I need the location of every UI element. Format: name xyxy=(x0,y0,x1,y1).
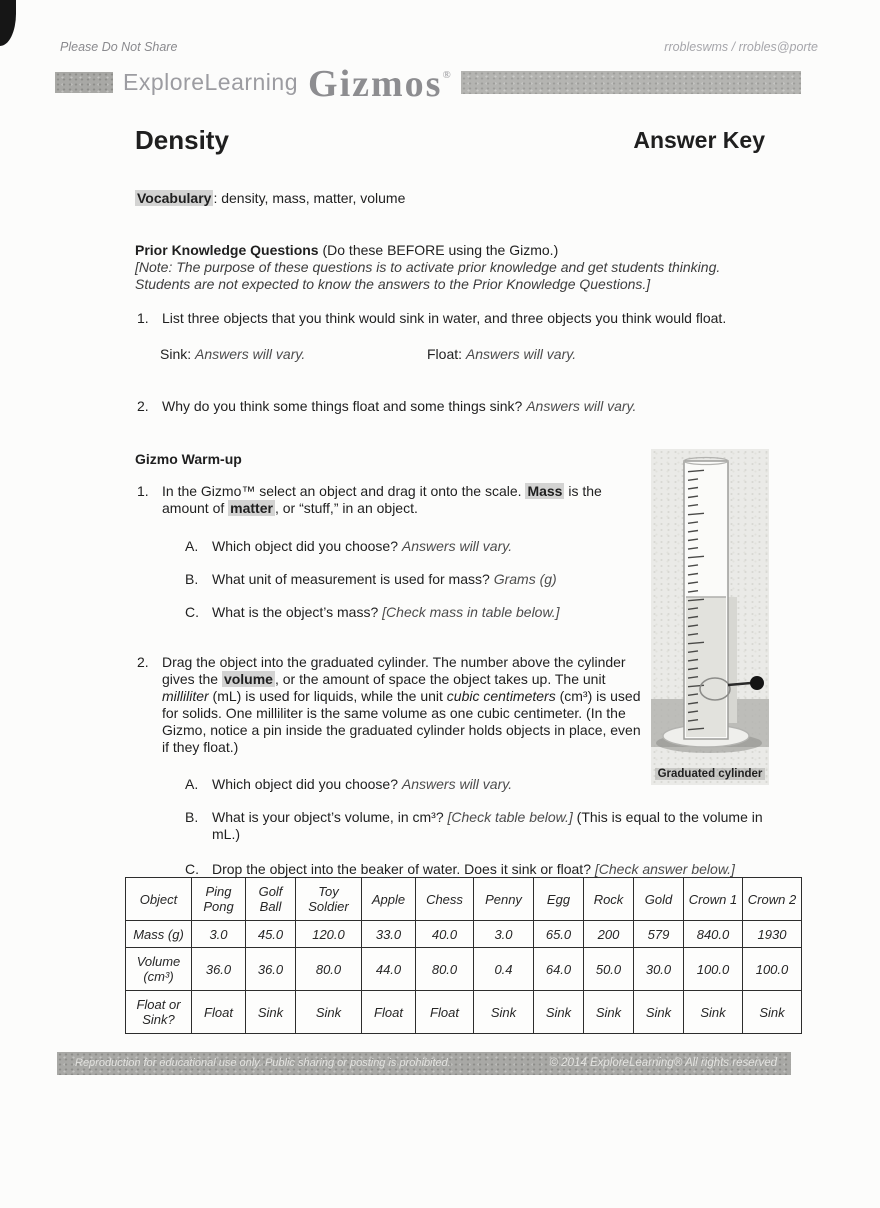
question-number: 2. xyxy=(137,398,149,414)
table-cell: 840.0 xyxy=(684,921,743,948)
title-row xyxy=(135,126,765,154)
table-cell: 0.4 xyxy=(474,948,534,991)
warmup-q2-c: C. Drop the object into the beaker of water. Does it sink or float? [Check answer below.] xyxy=(185,861,735,877)
registered-mark: ® xyxy=(442,69,451,81)
question-text: In the Gizmo™ select an object and drag it onto the scale. Mass is the amount of matter , or “stuff,” in an object. xyxy=(162,483,602,516)
table-cell: Sink xyxy=(474,991,534,1034)
warmup-q1-c: C. What is the object’s mass? [Check mass in table below.] xyxy=(185,604,560,620)
table-header-cell: Egg xyxy=(534,878,584,921)
table-header-cell: Rock xyxy=(584,878,634,921)
table-cell: 1930 xyxy=(743,921,802,948)
volume-term: volume xyxy=(223,671,273,687)
footer-left-text: Reproduction for educational use only. Public sharing or posting is prohibited. xyxy=(75,1057,451,1069)
prior-note-line1: [Note: The purpose of these questions is to activate prior knowledge and get students thinking. xyxy=(135,259,721,275)
gizmos-logo: Gizmos® xyxy=(308,63,451,105)
table-cell: 33.0 xyxy=(362,921,416,948)
table-row-label: Float or Sink? xyxy=(126,991,192,1034)
question-number: 1. xyxy=(137,483,149,499)
table-cell: 3.0 xyxy=(192,921,246,948)
table-cell: Sink xyxy=(534,991,584,1034)
table-cell: Float xyxy=(192,991,246,1034)
page-title: Density xyxy=(135,125,229,155)
warmup-q2-a: A. Which object did you choose? Answers will vary. xyxy=(185,776,513,792)
table-cell: 64.0 xyxy=(534,948,584,991)
table-row xyxy=(126,948,802,991)
results-table-wrap xyxy=(125,877,802,1034)
warmup-q2-b: B. What is your object’s volume, in cm³? [Check table below.] (This is equal to the volume in mL.) xyxy=(185,809,763,842)
table-header-cell: Golf Ball xyxy=(246,878,296,921)
table-row-label: Volume (cm³) xyxy=(126,948,192,991)
table-cell: 36.0 xyxy=(192,948,246,991)
question-text: List three objects that you think would sink in water, and three objects you think would float. xyxy=(162,310,727,326)
prior-heading: Prior Knowledge Questions (Do these BEFORE using the Gizmo.) xyxy=(135,242,559,258)
scan-corner-artifact xyxy=(0,0,16,46)
table-header-cell: Penny xyxy=(474,878,534,921)
table-cell: 30.0 xyxy=(634,948,684,991)
table-cell: 40.0 xyxy=(416,921,474,948)
footer-bar xyxy=(57,1052,791,1075)
sink-answer: Sink: Answers will vary. xyxy=(160,346,306,362)
table-header-cell: Toy Soldier xyxy=(296,878,362,921)
table-cell: 100.0 xyxy=(743,948,802,991)
table-cell: 3.0 xyxy=(474,921,534,948)
table-cell: Sink xyxy=(743,991,802,1034)
warmup-question-1 xyxy=(137,483,632,517)
answer-key-label: Answer Key xyxy=(633,127,765,153)
warmup-q1-b: B. What unit of measurement is used for mass? Grams (g) xyxy=(185,571,557,587)
scan-smudge-block xyxy=(55,72,113,93)
table-cell: 100.0 xyxy=(684,948,743,991)
table-cell: 579 xyxy=(634,921,684,948)
question-text: Why do you think some things float and some things sink? Answers will vary. xyxy=(162,398,637,414)
prior-knowledge-section-head xyxy=(135,242,815,293)
table-header-cell: Crown 2 xyxy=(743,878,802,921)
table-row xyxy=(126,991,802,1034)
pin-knob xyxy=(750,676,764,690)
logo-row xyxy=(55,63,801,105)
table-cell: Sink xyxy=(684,991,743,1034)
question-number: 1. xyxy=(137,310,149,326)
table-header-cell: Apple xyxy=(362,878,416,921)
graduated-cylinder-figure xyxy=(651,449,769,785)
table-header-cell: Crown 1 xyxy=(684,878,743,921)
table-cell: 80.0 xyxy=(296,948,362,991)
scan-bar-artifact xyxy=(461,71,801,94)
table-cell: 45.0 xyxy=(246,921,296,948)
vocabulary-line xyxy=(135,190,815,207)
table-cell: Sink xyxy=(246,991,296,1034)
vocabulary-terms: : density, mass, matter, volume xyxy=(213,190,406,206)
table-row-label: Mass (g) xyxy=(126,921,192,948)
mass-term: Mass xyxy=(527,483,563,499)
table-row xyxy=(126,921,802,948)
table-cell: 65.0 xyxy=(534,921,584,948)
prior-note-line2: Students are not expected to know the answers to the Prior Knowledge Questions.] xyxy=(135,276,651,292)
table-cell: 80.0 xyxy=(416,948,474,991)
prior-q1-answers xyxy=(160,346,576,363)
table-cell: 36.0 xyxy=(246,948,296,991)
table-cell: Sink xyxy=(634,991,684,1034)
prior-question-1 xyxy=(137,310,817,327)
table-header-cell: Chess xyxy=(416,878,474,921)
table-cell: 200 xyxy=(584,921,634,948)
matter-term: matter xyxy=(230,500,273,516)
table-cell: 44.0 xyxy=(362,948,416,991)
account-info: rrobleswms / rrobles@porte xyxy=(664,40,818,54)
table-cell: Sink xyxy=(584,991,634,1034)
prior-question-2 xyxy=(137,398,817,415)
explorelearning-logo: ExploreLearning xyxy=(123,69,299,95)
table-cell: 50.0 xyxy=(584,948,634,991)
figure-caption: Graduated cylinder xyxy=(651,765,769,785)
table-header-cell: Object xyxy=(126,878,192,921)
document-topbar xyxy=(60,39,818,56)
question-number: 2. xyxy=(137,654,149,670)
table-header-row xyxy=(126,878,802,921)
vocabulary-label: Vocabulary xyxy=(137,190,212,206)
do-not-share-note: Please Do Not Share xyxy=(60,40,178,54)
warmup-q1-a: A. Which object did you choose? Answers will vary. xyxy=(185,538,513,554)
object-data-table xyxy=(125,877,802,1034)
float-answer: Float: Answers will vary. xyxy=(427,346,577,362)
table-cell: Sink xyxy=(296,991,362,1034)
table-header-cell: Gold xyxy=(634,878,684,921)
warmup-heading: Gizmo Warm-up xyxy=(135,451,242,467)
table-cell: Float xyxy=(362,991,416,1034)
table-cell: Float xyxy=(416,991,474,1034)
graduated-cylinder-illustration xyxy=(651,449,769,765)
warmup-question-2 xyxy=(137,654,645,756)
table-header-cell: Ping Pong xyxy=(192,878,246,921)
table-cell: 120.0 xyxy=(296,921,362,948)
footer-right-text: © 2014 ExploreLearning® All rights reserved xyxy=(549,1057,777,1069)
question-text: Drag the object into the graduated cylinder. The number above the cylinder gives the volume , or the amount of space the object takes up. The unit milliliter (mL) is used for liquids, while the unit cubic centimeters (cm³) is used for solids. One milliliter is the same volume as one cubic centimeter. (In the Gizmo, notice a pin inside the graduated cylinder holds objects in place, even if they float.) xyxy=(162,654,641,755)
